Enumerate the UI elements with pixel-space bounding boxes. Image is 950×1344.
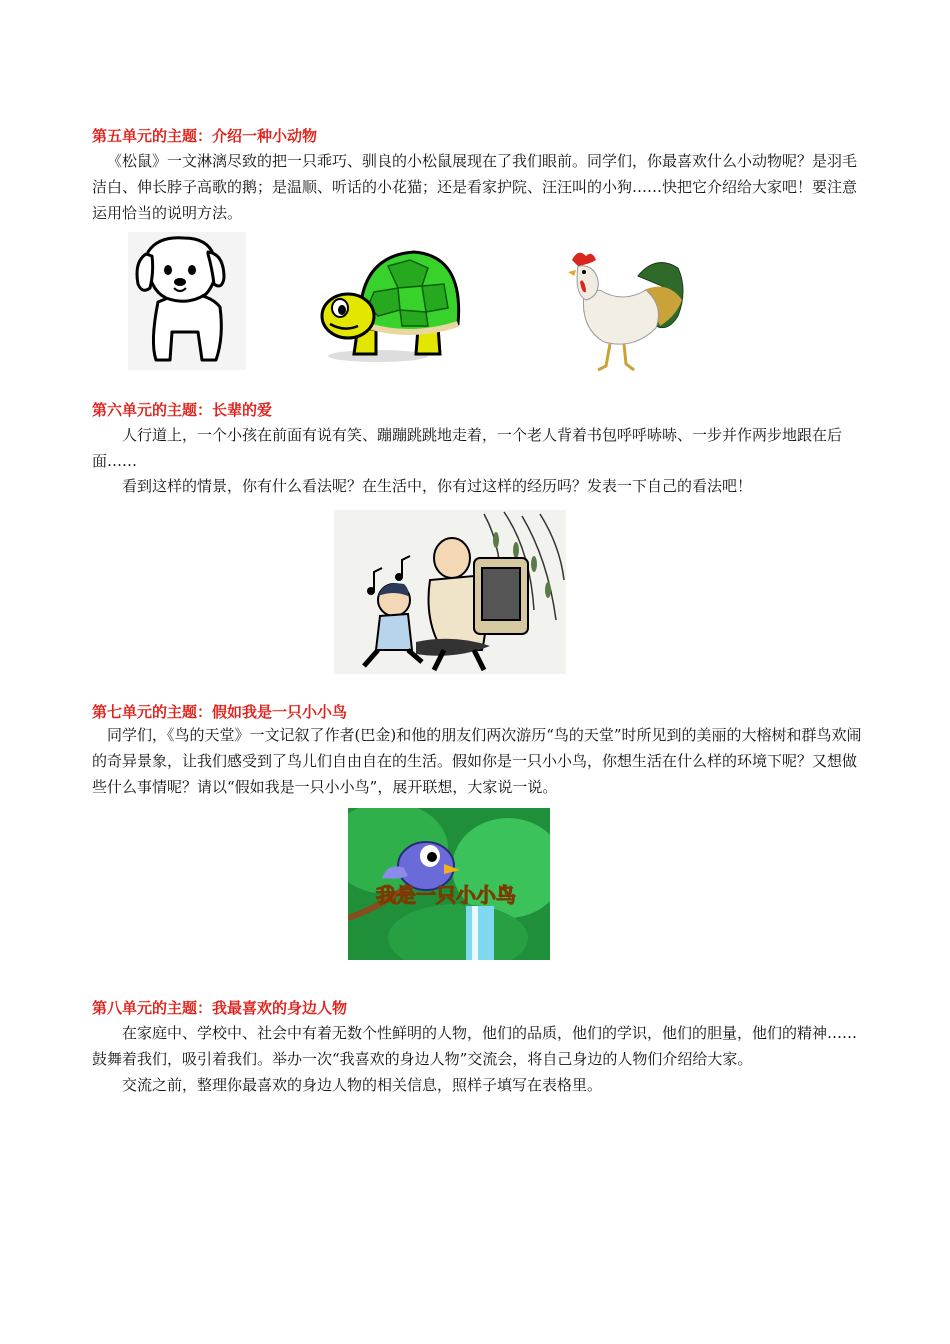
bird-cartoon-illustration (348, 808, 550, 960)
unit8-title: 第八单元的主题：我最喜欢的身边人物 (92, 999, 348, 1017)
unit5-paragraph: 《松鼠》一文淋漓尽致的把一只乖巧、驯良的小松鼠展现在了我们眼前。同学们，你最喜欢什么小动物呢？是羽毛洁白、伸长脖子高歌的鹅；是温顺、听话的小花猫；还是看家护院、汪汪叫的小狗……快把它介绍给大家吧！要注意运用恰当的说明方法。 (92, 152, 858, 222)
unit7-paragraph: 同学们，《鸟的天堂》一文记叙了作者(巴金)和他的朋友们两次游历“鸟的天堂”时所见到的美丽的大榕树和群鸟欢闹的奇异景象，让我们感受到了鸟儿们自由自在的生活。假如你是一只小小鸟，你想生活在什么样的环境下呢？又想做些什么事情呢？请以“假如我是一只小小鸟”，展开联想，大家说一说。 (92, 726, 862, 796)
unit8-paragraph-1: 在家庭中、学校中、社会中有着无数个性鲜明的人物，他们的品质，他们的学识，他们的胆量，他们的精神……鼓舞着我们，吸引着我们。举办一次“我喜欢的身边人物”交流会，将自己身边的人物们介绍给大家。 (92, 1024, 858, 1068)
turtle-illustration (318, 246, 466, 366)
unit6-title: 第六单元的主题：长辈的爱 (92, 401, 273, 419)
bird-image-caption: 我是一只小小鸟 (376, 883, 516, 907)
unit8-paragraph-2: 交流之前，整理你最喜欢的身边人物的相关信息，照样子填写在表格里。 (122, 1076, 603, 1094)
unit6-paragraph-2: 看到这样的情景，你有什么看法呢？在生活中，你有过这样的经历吗？发表一下自己的看法吧！ (122, 477, 753, 495)
unit5-title: 第五单元的主题：介绍一种小动物 (92, 127, 318, 145)
rooster-illustration (560, 246, 692, 374)
unit6-paragraph-1: 人行道上，一个小孩在前面有说有笑、蹦蹦跳跳地走着，一个老人背着书包呼呼哧哧、一步并作两步地跟在后面…… (92, 426, 843, 470)
dog-illustration (128, 232, 246, 370)
unit7-title: 第七单元的主题：假如我是一只小小鸟 (92, 703, 348, 721)
grandpa-child-illustration (334, 510, 566, 674)
